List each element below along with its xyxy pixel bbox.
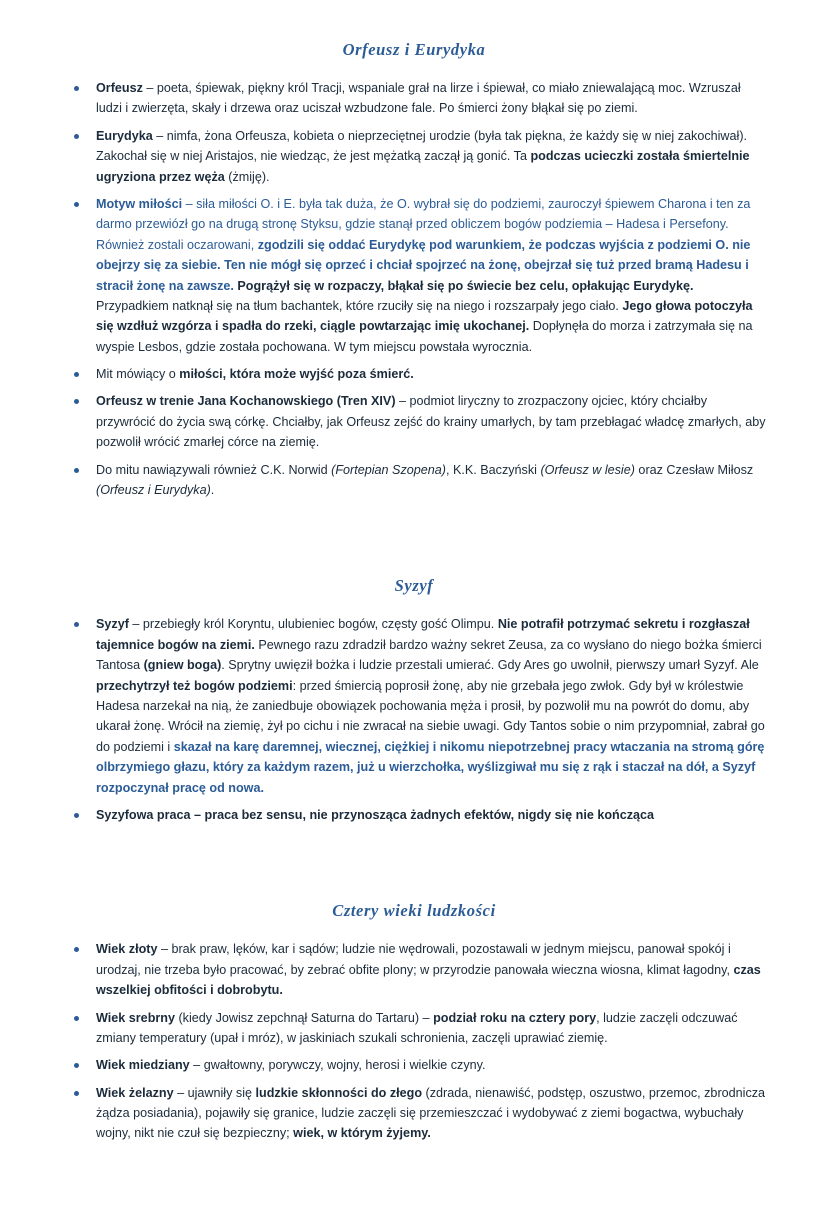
list-item: [62, 126, 766, 187]
text-run: skazał na karę daremnej, wiecznej, ciężkiej i nikomu niepotrzebnej pracy wtaczania na stromą górę olbrzymiego głazu, który za każdym razem, już u wierzchołka, wyślizgiwał mu się z rąk i staczał na dół, a Syzyf rozpoczynał pracę od nowa.: [96, 739, 765, 795]
text-run: Orfeusz w trenie Jana Kochanowskiego (Tren XIV): [96, 394, 396, 409]
text-run: – poeta, śpiewak, piękny król Tracji, wspaniale grał na lirze i śpiewał, co miało zniewalającą moc. Wzruszał ludzi i zwierzęta, skały i drzewa oraz uciszał wzbudzone fale. Po śmierci żony błąkał się po ziemi.: [96, 81, 741, 116]
text-run: podział roku na cztery pory: [433, 1010, 597, 1025]
sections-container: [62, 40, 766, 1144]
list-item: [62, 939, 766, 1000]
text-run: Wiek złoty: [96, 942, 158, 957]
text-run: . Sprytny uwięził bożka i ludzie przestali umierać. Gdy Ares go uwolnił, pierwszy umarł Syzyf. Ale: [221, 658, 759, 673]
text-run: – podmiot liryczny to zrozpaczony ojciec, który chciałby przywrócić do życia swą córkę. Chciałby, jak Orfeusz zejść do krainy umarłych, by tam przebłagać władcę zmarłych, aby pozwolił wrócić zmarłej córce na ziemię.: [96, 394, 766, 450]
text-run: .: [210, 483, 215, 498]
text-run: Syzyfowa praca – praca bez sensu, nie przynosząca żadnych efektów, nigdy się nie kończąca: [96, 807, 655, 822]
section-title: Orfeusz i Eurydyka: [342, 40, 486, 59]
section-title: Cztery wieki ludzkości: [332, 901, 496, 921]
text-run: (zdrada, nienawiść, podstęp, oszustwo, przemoc, zbrodnicza żądza posiadania), pojawiły się granice, ludzie zaczęli się przemieszczać i wydobywać z ziemi bogactwa, wybuchały wojny, nikt nie czuł się bezpieczny;: [96, 1085, 766, 1141]
text-run: Motyw miłości: [96, 196, 183, 211]
list-item: [62, 1008, 766, 1049]
note-section: [62, 534, 766, 825]
text-run: – gwałtowny, porywczy, wojny, herosi i wielkie czyny.: [189, 1058, 486, 1073]
text-run: (Orfeusz i Eurydyka): [96, 483, 211, 498]
text-run: (Fortepian Szopena): [331, 462, 446, 477]
list-item: [62, 194, 766, 357]
text-run: Syzyf: [96, 617, 129, 632]
text-run: czas wszelkiej obfitości i dobrobytu.: [96, 962, 761, 998]
text-run: Jego głowa potoczyła się wzdłuż wzgórza i spadła do rzeki, ciągle powtarzając imię ukochanej.: [96, 298, 753, 334]
text-run: miłości, która może wyjść poza śmierć.: [179, 367, 414, 382]
text-run: Mit mówiący o: [96, 367, 180, 382]
text-run: Orfeusz: [96, 81, 143, 95]
list-item: [62, 614, 766, 798]
text-run: (gniew boga): [143, 658, 222, 673]
text-run: (żmiję).: [224, 169, 270, 184]
text-run: , K.K. Baczyński: [445, 462, 541, 477]
note-section: [62, 859, 766, 1144]
bullet-list: [62, 614, 766, 825]
text-run: : przed śmiercią poprosił żonę, aby nie grzebała jego zwłok. Gdy był w królestwie Hadesa narzekał na nią, że zaniedbuje obowiązek pochowania męża i prosił, by pozwolił mu na powrót do domu, aby ukarał żonę. Wrócił na ziemię, żył po cichu i nie zwracał na siebie uwagi. Gdy Tantos sobie o nim przypomniał, zabrał go do podziemi i: [96, 678, 765, 754]
text-run: (Orfeusz w lesie): [540, 462, 635, 477]
list-item: [62, 78, 766, 119]
text-run: ludzkie skłonności do złego: [255, 1085, 423, 1100]
text-run: podczas ucieczki została śmiertelnie ugryziona przez węża: [96, 149, 750, 184]
text-run: – nimfa, żona Orfeusza, kobieta o nieprzeciętnej urodzie (była tak piękna, że każdy się w niej zakochiwał). Zakochał się w niej Aristajos, nie wiedząc, że jest mężatką zaczął ją gonić. Ta: [96, 128, 748, 164]
text-run: Do mitu nawiązywali również C.K. Norwid: [96, 462, 332, 477]
text-run: Wiek żelazny: [96, 1085, 174, 1100]
note-section: [62, 40, 766, 500]
list-item: [62, 391, 766, 452]
text-run: Nie potrafił potrzymać sekretu i rozgłaszał tajemnice bogów na ziemi.: [96, 617, 750, 652]
bullet-list: [62, 939, 766, 1144]
section-title: Syzyf: [394, 576, 434, 596]
text-run: Eurydyka: [96, 128, 153, 143]
text-run: – siła miłości O. i E. była tak duża, że O. wybrał się do podziemi, zauroczył śpiewem Charona i ten za darmo przewiózł go na drugą stronę Styksu, gdzie stanął przed obliczem bogów podziemia – Hadesa i Persefony. Również zostali oczarowani,: [96, 196, 751, 252]
text-run: zgodzili się oddać Eurydykę pod warunkiem, że podczas wyjścia z podziemi O. nie obejrzy się za siebie. Ten nie mógł się oprzeć i chciał spojrzeć na żonę, obejrzał się tuż przed bramą Hadesu i stracił żonę na zawsze.: [96, 237, 751, 293]
list-item: [62, 805, 766, 825]
section-spacer: [62, 859, 766, 901]
text-run: , ludzie zaczęli odczuwać zmiany temperatury (upał i mróz), w jaskiniach szukali schronienia, zaczęli uprawiać ziemię.: [96, 1010, 738, 1045]
text-run: Wiek miedziany: [96, 1058, 190, 1073]
text-run: – ujawniły się: [173, 1085, 256, 1100]
list-item: [62, 1055, 766, 1075]
section-spacer: [62, 534, 766, 576]
text-run: Wiek srebrny: [96, 1010, 175, 1025]
text-run: – przebiegły król Koryntu, ulubieniec bogów, częsty gość Olimpu.: [128, 617, 498, 632]
text-run: wiek, w którym żyjemy.: [293, 1126, 431, 1141]
text-run: Pogrążył się w rozpaczy, błąkał się po świecie bez celu, opłakując Eurydykę.: [237, 278, 694, 293]
text-run: oraz Czesław Miłosz: [634, 462, 754, 477]
text-run: Dopłynęła do morza i zatrzymała się na wyspie Lesbos, gdzie została pochowana. W tym miejscu powstała wyrocznia.: [96, 319, 753, 354]
text-run: (kiedy Jowisz zepchnął Saturna do Tartaru) –: [174, 1010, 434, 1025]
bullet-list: [62, 78, 766, 500]
text-run: Przypadkiem natknął się na tłum bachantek, które rzuciły się na niego i rozszarpały jego ciało.: [96, 298, 623, 313]
list-item: [62, 1083, 766, 1144]
list-item: [62, 460, 766, 501]
text-run: przechytrzył też bogów podziemi: [96, 678, 293, 693]
text-run: – brak praw, lęków, kar i sądów; ludzie nie wędrowali, pozostawali w jednym miejscu, panował spokój i urodzaj, nie trzeba było pracować, by zebrać obfite plony; w przyrodzie panowała wieczna wiosna, klimat łagodny,: [96, 942, 734, 977]
text-run: Pewnego razu zdradził bardzo ważny sekret Zeusa, za co wysłano do niego bożka śmierci Tantosa: [96, 637, 762, 673]
list-item: [62, 364, 766, 384]
